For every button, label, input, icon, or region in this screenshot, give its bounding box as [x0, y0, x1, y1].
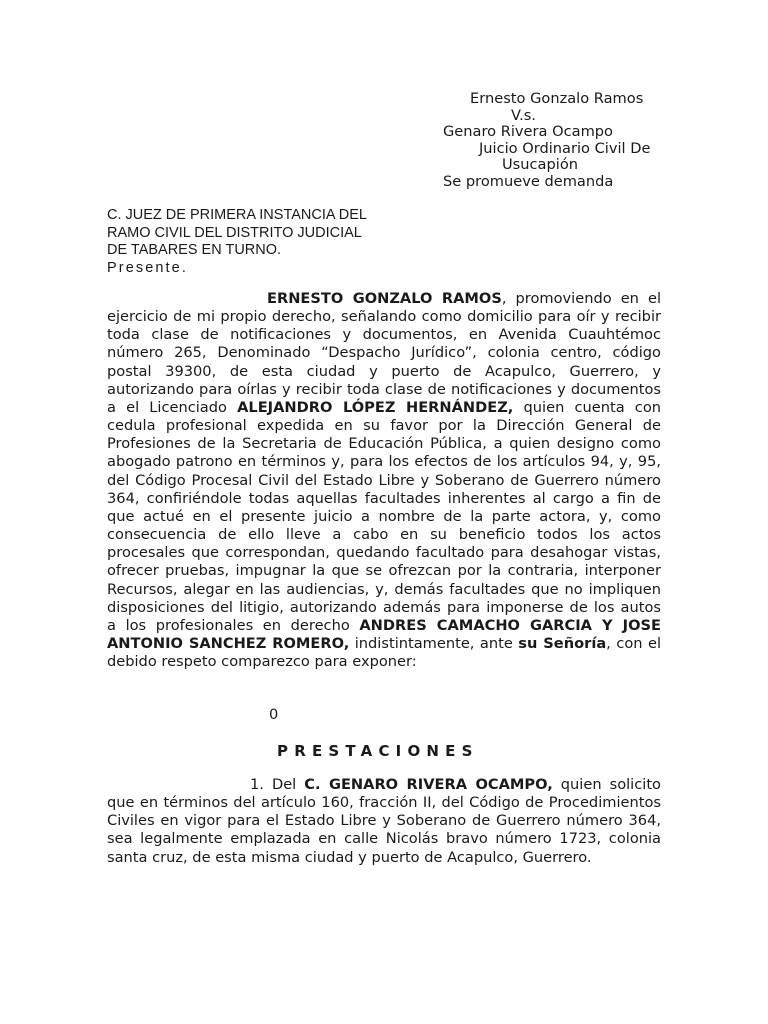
intro-text-1: , promoviendo en el ejercicio de mi propio derecho, señalando como domicilio para oír y recibir toda clase de notificaciones y documentos, en Avenida Cuauhtémoc número 265, Denominado “Despacho Jurídico”, colonia centro, código postal 39300, de esta ciudad y puerto de Acapulco, Guerrero, y autorizando para oírlas y recibir toda clase de notificaciones y documentos a el Licenciado [107, 290, 661, 416]
case-type-line1: Juicio Ordinario Civil De [479, 140, 651, 157]
intro-paragraph [107, 290, 661, 671]
addressee-block [107, 207, 367, 278]
intro-text-4: , con el debido respeto comparezco para exponer: [107, 634, 662, 671]
honor-address: su Señoría [518, 634, 607, 652]
intro-text-3: indistintamente, ante [349, 634, 519, 652]
presente-salutation: Presente. [107, 260, 188, 277]
item-text-2: quien solicito que en términos del artículo 160, fracción II, del Código de Procedimientos Civiles en vigor para el Estado Libre y Soberano de Guerrero número 364, sea legalmente emplazada en calle Nicolás bravo número 1723, colonia santa cruz, de esta misma ciudad y puerto de Acapulco, Guerrero. [107, 776, 661, 866]
defendant-bold-name: C. GENARO RIVERA OCAMPO, [304, 776, 553, 793]
case-type-line2: Usucapión [502, 156, 578, 173]
addressee-line3: DE TABARES EN TURNO. [107, 242, 282, 259]
zero-mark: 0 [269, 706, 279, 723]
promovente-name: ERNESTO GONZALO RAMOS [267, 290, 502, 307]
section-heading-prestaciones: PRESTACIONES [277, 742, 479, 760]
intro-text-2: quien cuenta con cedula profesional expedida en su favor por la Dirección General de Profesiones de la Secretaria de Educación Pública, a quien designo como abogado patrono en términos y, para los efectos de los artículos 94, y, 95, del Código Procesal Civil del Estado Libre y Soberano de Guerrero número 364, confiriéndole todas aquellas facultades inherentes al cargo a fin de que actué en el presente juicio a nombre de la parte actora, y, como consecuencia de ello lleve a cabo en su beneficio todos los actos procesales que correspondan, quedando facultado para desahogar vistas, ofrecer pruebas, impugnar la que se ofrezcan por la contraria, interponer Recursos, alegar en las audiencias, y, demás facultades que no impliquen disposiciones del litigio, autorizando además para imponerse de los autos a los profesionales en derecho [107, 398, 661, 634]
authorized-names: ANDRES CAMACHO GARCIA Y JOSE ANTONIO SANCHEZ ROMERO, [107, 616, 661, 652]
plaintiff-name: Ernesto Gonzalo Ramos [470, 90, 644, 107]
item-number: 1. [250, 776, 264, 793]
defendant-name: Genaro Rivera Ocampo [443, 123, 613, 140]
addressee-line2: RAMO CIVIL DEL DISTRITO JUDICIAL [107, 224, 362, 241]
addressee-line1: C. JUEZ DE PRIMERA INSTANCIA DEL [107, 207, 367, 223]
case-subject: Se promueve demanda [443, 173, 614, 190]
lawyer-name: ALEJANDRO LÓPEZ HERNÁNDEZ, [237, 398, 514, 416]
item-text-1: Del [263, 776, 305, 793]
prestacion-item-1 [107, 776, 661, 867]
versus-label: V.s. [511, 107, 536, 124]
